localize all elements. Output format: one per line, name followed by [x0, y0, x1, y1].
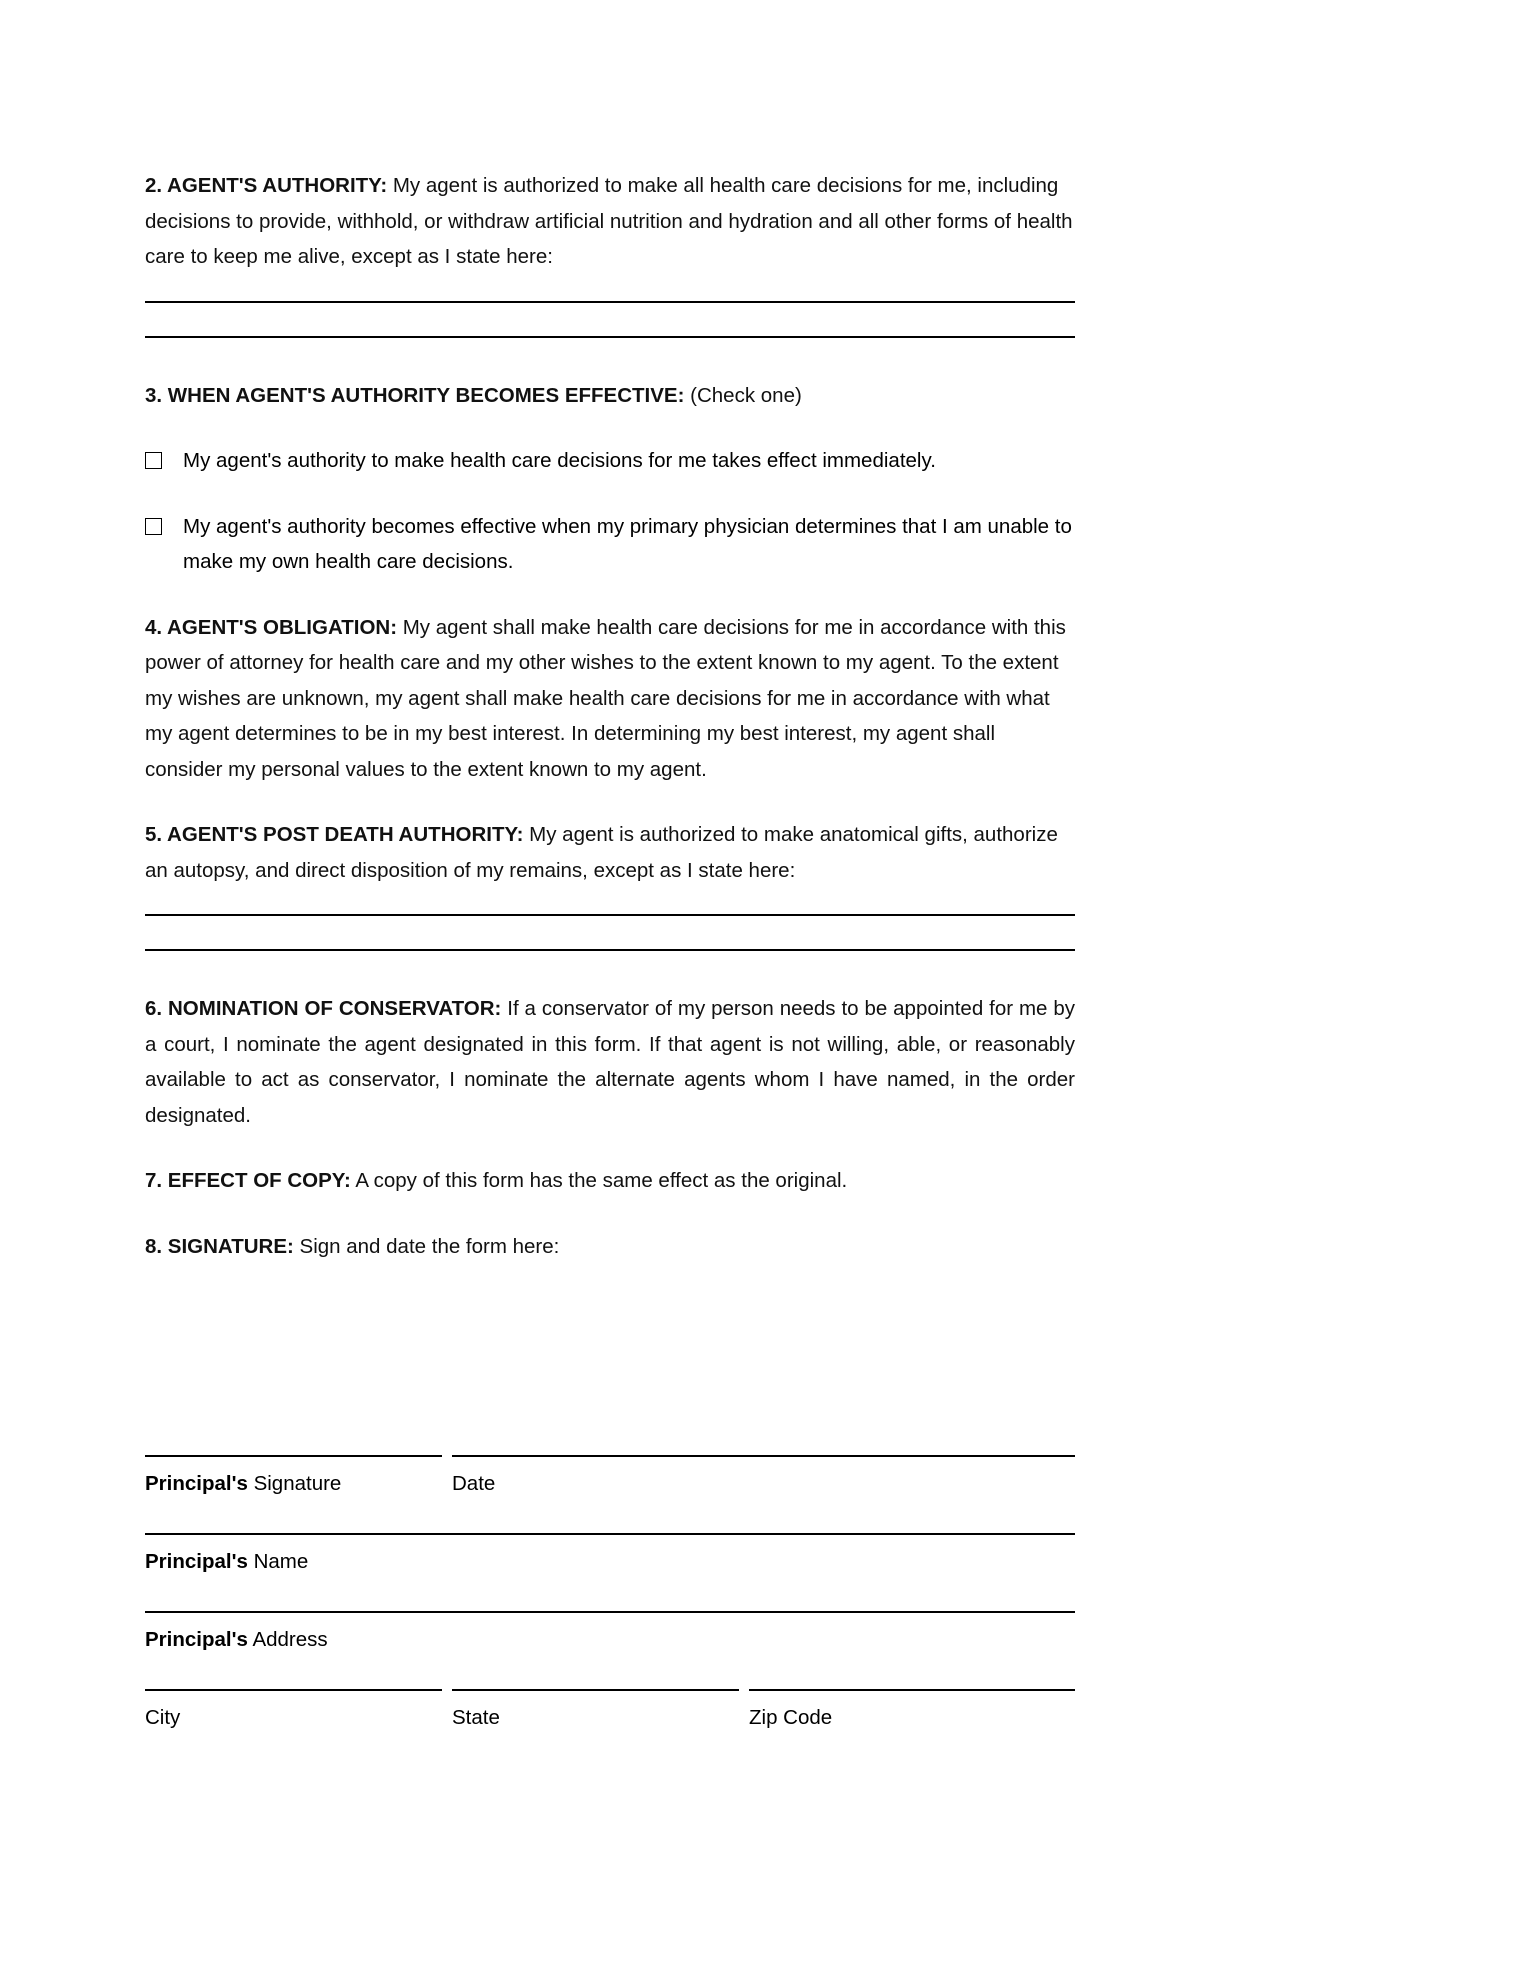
- spacer: [145, 951, 1075, 991]
- section-nomination-of-conservator-title: 6. NOMINATION OF CONSERVATOR:: [145, 997, 502, 1020]
- principals-signature-label-rest: Signature: [247, 1472, 342, 1495]
- section-effect-of-copy-title: 7. EFFECT OF COPY:: [145, 1169, 351, 1192]
- spacer: [145, 888, 1075, 914]
- section-signature: [145, 1229, 1075, 1265]
- document-body: [145, 168, 1075, 1264]
- spacer: [145, 413, 1075, 443]
- city-label-rest: City: [145, 1706, 181, 1729]
- state-field[interactable]: [442, 1689, 739, 1733]
- section-effect-of-copy: [145, 1163, 1075, 1199]
- section-agents-obligation-body: My agent shall make health care decisions for me in accordance with this power of attorney for health care and my other wishes to the extent known to my agent. To the extent my wishes are unknown, my agent shall make health care decisions for me in accordance with what my agent determines to be in my best interest. In determining my best interest, my agent shall consider my personal values to the extent known to my agent.: [145, 615, 1066, 781]
- principals-name-field[interactable]: [145, 1533, 1075, 1577]
- city-label: [145, 1691, 442, 1733]
- section-agents-obligation: [145, 610, 1075, 788]
- zip-code-field[interactable]: [739, 1689, 1075, 1733]
- principals-signature-label: [145, 1457, 442, 1499]
- section-when-effective-title: 3. WHEN AGENT'S AUTHORITY BECOMES EFFECTIVE:: [145, 383, 685, 407]
- checkbox-icon[interactable]: [145, 452, 162, 469]
- signature-block: [145, 1455, 1075, 1733]
- principals-address-label-rest: Address: [247, 1628, 328, 1651]
- spacer: [145, 479, 1075, 509]
- section-signature-body: Sign and date the form here:: [293, 1234, 560, 1258]
- city-field[interactable]: [145, 1689, 442, 1733]
- section-when-effective: [145, 378, 1075, 414]
- spacer: [145, 338, 1075, 378]
- zip-code-label-rest: Zip Code: [749, 1706, 833, 1729]
- section-effect-of-copy-body: A copy of this form has the same effect as the original.: [350, 1169, 848, 1192]
- section-signature-title: 8. SIGNATURE:: [145, 1234, 294, 1258]
- principals-signature-label-bold: Principal's: [145, 1472, 248, 1495]
- date-label: [452, 1457, 1075, 1499]
- checkbox-option-immediately-label: My agent's authority to make health care decisions for me takes effect immediately.: [183, 449, 936, 472]
- principals-address-label: [145, 1613, 1075, 1655]
- spacer: [145, 787, 1075, 817]
- section-nomination-of-conservator: [145, 991, 1075, 1133]
- principals-name-label: [145, 1535, 1075, 1577]
- spacer: [145, 303, 1075, 336]
- principals-signature-field[interactable]: [145, 1455, 442, 1499]
- section-agents-authority: [145, 168, 1075, 275]
- spacer: [145, 1499, 1075, 1533]
- section-post-death-authority-title: 5. AGENT'S POST DEATH AUTHORITY:: [145, 823, 524, 846]
- spacer: [145, 1655, 1075, 1689]
- principals-address-field[interactable]: [145, 1611, 1075, 1655]
- signature-date-row: [145, 1455, 1075, 1499]
- spacer: [145, 916, 1075, 949]
- spacer: [145, 1577, 1075, 1611]
- section-nomination-of-conservator-body: If a conservator of my person needs to be appointed for me by a court, I nominate the agent designated in this form. If that agent is not willing, able, or reasonably available to act as conservator, I nominate the alternate agents whom I have named, in the order designated.: [145, 997, 1075, 1127]
- section-agents-authority-body: My agent is authorized to make all health care decisions for me, including decisions to provide, withhold, or withdraw artificial nutrition and hydration and all other forms of health care to keep me alive, except as I state here:: [145, 174, 1073, 268]
- city-state-zip-row: [145, 1689, 1075, 1733]
- principals-name-label-rest: Name: [247, 1550, 309, 1573]
- section-agents-obligation-title: 4. AGENT'S OBLIGATION:: [145, 615, 398, 639]
- checkbox-icon[interactable]: [145, 518, 162, 535]
- zip-code-label: [749, 1691, 1075, 1733]
- checkbox-option-upon-physician-determination-label: My agent's authority becomes effective when my primary physician determines that I am unable to make my own health care decisions.: [183, 514, 1072, 573]
- name-row: [145, 1533, 1075, 1577]
- state-label-rest: State: [452, 1706, 500, 1729]
- date-field[interactable]: [442, 1455, 1075, 1499]
- spacer: [145, 1199, 1075, 1229]
- spacer: [145, 1133, 1075, 1163]
- section-agents-authority-title: 2. AGENT'S AUTHORITY:: [145, 174, 388, 197]
- spacer: [145, 275, 1075, 301]
- checkbox-option-upon-physician-determination[interactable]: [145, 509, 1075, 580]
- section-post-death-authority-body: My agent is authorized to make anatomical gifts, authorize an autopsy, and direct disposition of my remains, except as I state here:: [145, 823, 1058, 882]
- state-label: [452, 1691, 739, 1733]
- checkbox-option-immediately[interactable]: [145, 443, 1075, 479]
- section-post-death-authority: [145, 817, 1075, 888]
- date-label-rest: Date: [452, 1472, 496, 1495]
- principals-address-label-bold: Principal's: [145, 1628, 248, 1651]
- spacer: [145, 580, 1075, 610]
- section-when-effective-body: (Check one): [684, 383, 802, 407]
- address-row: [145, 1611, 1075, 1655]
- principals-name-label-bold: Principal's: [145, 1550, 248, 1573]
